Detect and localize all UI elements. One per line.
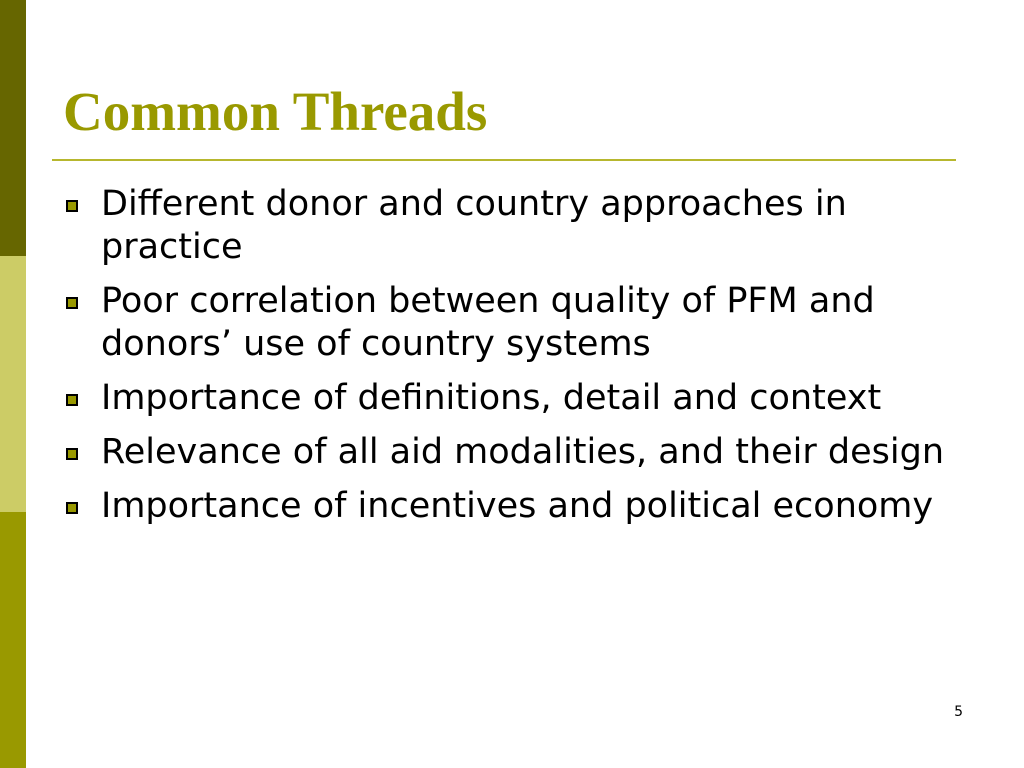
- bullet-text: Importance of incentives and political economy: [101, 486, 934, 526]
- side-bar-olive: [0, 512, 26, 768]
- page-number: 5: [954, 704, 963, 720]
- bullet-text: Relevance of all aid modalities, and their design: [101, 432, 945, 472]
- bullet-item: [63, 280, 963, 366]
- bullet-item: [63, 431, 963, 474]
- bullet-text: Importance of definitions, detail and context: [101, 378, 882, 418]
- bullet-list: [63, 183, 963, 539]
- square-bullet-icon: [66, 297, 78, 309]
- bullet-item: [63, 377, 963, 420]
- square-bullet-icon: [66, 502, 78, 514]
- title-underline: [52, 159, 956, 161]
- square-bullet-icon: [66, 200, 78, 212]
- bullet-item: [63, 183, 963, 269]
- square-bullet-icon: [66, 394, 78, 406]
- side-bar-dark: [0, 0, 26, 256]
- square-bullet-icon: [66, 448, 78, 460]
- slide-title: Common Threads: [63, 81, 488, 142]
- bullet-item: [63, 485, 963, 528]
- bullet-text: Different donor and country approaches in practice: [101, 184, 847, 267]
- side-bar-light: [0, 256, 26, 512]
- bullet-text: Poor correlation between quality of PFM and donors’ use of country systems: [101, 281, 875, 364]
